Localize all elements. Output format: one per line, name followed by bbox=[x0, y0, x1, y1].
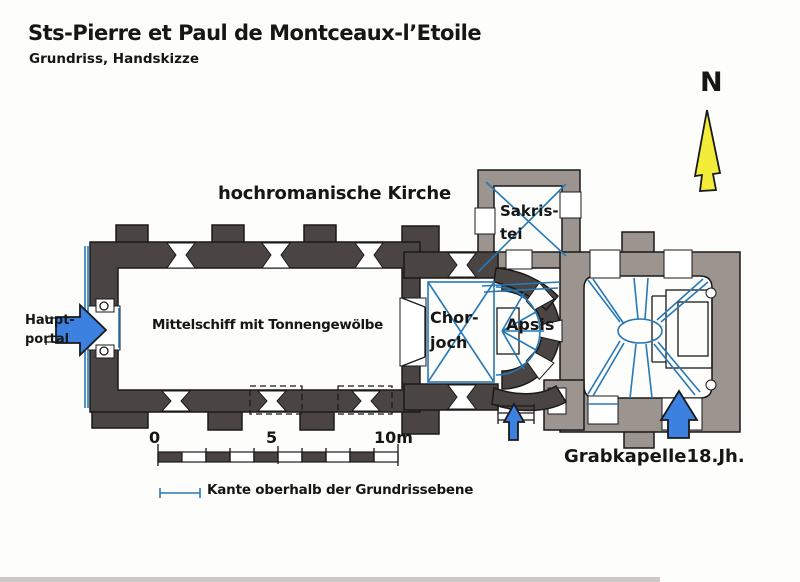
north-label: N bbox=[700, 67, 723, 98]
chapel-vault-ribs bbox=[588, 278, 708, 398]
page-subtitle: Grundriss, Handskizze bbox=[29, 51, 200, 67]
legend-mark bbox=[160, 488, 200, 498]
edge-line-symbol-icon bbox=[160, 488, 200, 498]
sacristy-window-east bbox=[560, 192, 581, 218]
chapel-window-ne bbox=[664, 250, 692, 278]
label-burial-chapel: Grabkapelle18.Jh. bbox=[564, 446, 745, 467]
scale-tick-10m: 10m bbox=[374, 428, 413, 447]
label-nave: Mittelschiff mit Tonnengewölbe bbox=[152, 317, 384, 333]
scale-tick-5: 5 bbox=[266, 428, 278, 447]
label-main-portal: Haupt- portal bbox=[25, 313, 75, 347]
label-choir-bay: Chor- joch bbox=[430, 308, 479, 352]
north-arrow-icon bbox=[695, 110, 720, 191]
chapel-dome-oval bbox=[618, 319, 662, 343]
page-title: Sts-Pierre et Paul de Montceaux-l’Etoile bbox=[28, 21, 482, 45]
sacristy-window-west bbox=[475, 208, 495, 234]
chapel-column-icon bbox=[706, 288, 716, 298]
north-arrow bbox=[695, 110, 720, 191]
legend-edge-note: Kante oberhalb der Grundrissebene bbox=[207, 482, 474, 498]
chapel-window-sw bbox=[588, 396, 618, 424]
scale-tick-0: 0 bbox=[149, 428, 161, 447]
chapel-window-nw bbox=[590, 250, 620, 278]
label-sacristy: Sakris- tei bbox=[500, 202, 559, 243]
buttress bbox=[300, 410, 334, 430]
scale-bar bbox=[158, 444, 398, 466]
label-apse: Apsis bbox=[506, 315, 555, 334]
chancel-arch-opening bbox=[400, 298, 426, 366]
chapel-column-icon bbox=[706, 380, 716, 390]
scan-paper-edge bbox=[0, 577, 660, 582]
sacristy-door bbox=[506, 250, 532, 269]
vault-lines bbox=[85, 182, 708, 408]
burial-chapel-walls bbox=[544, 232, 740, 448]
chapel-altar-inner bbox=[678, 302, 708, 356]
buttress bbox=[208, 410, 242, 430]
label-romanesque-church: hochromanische Kirche bbox=[218, 183, 451, 204]
